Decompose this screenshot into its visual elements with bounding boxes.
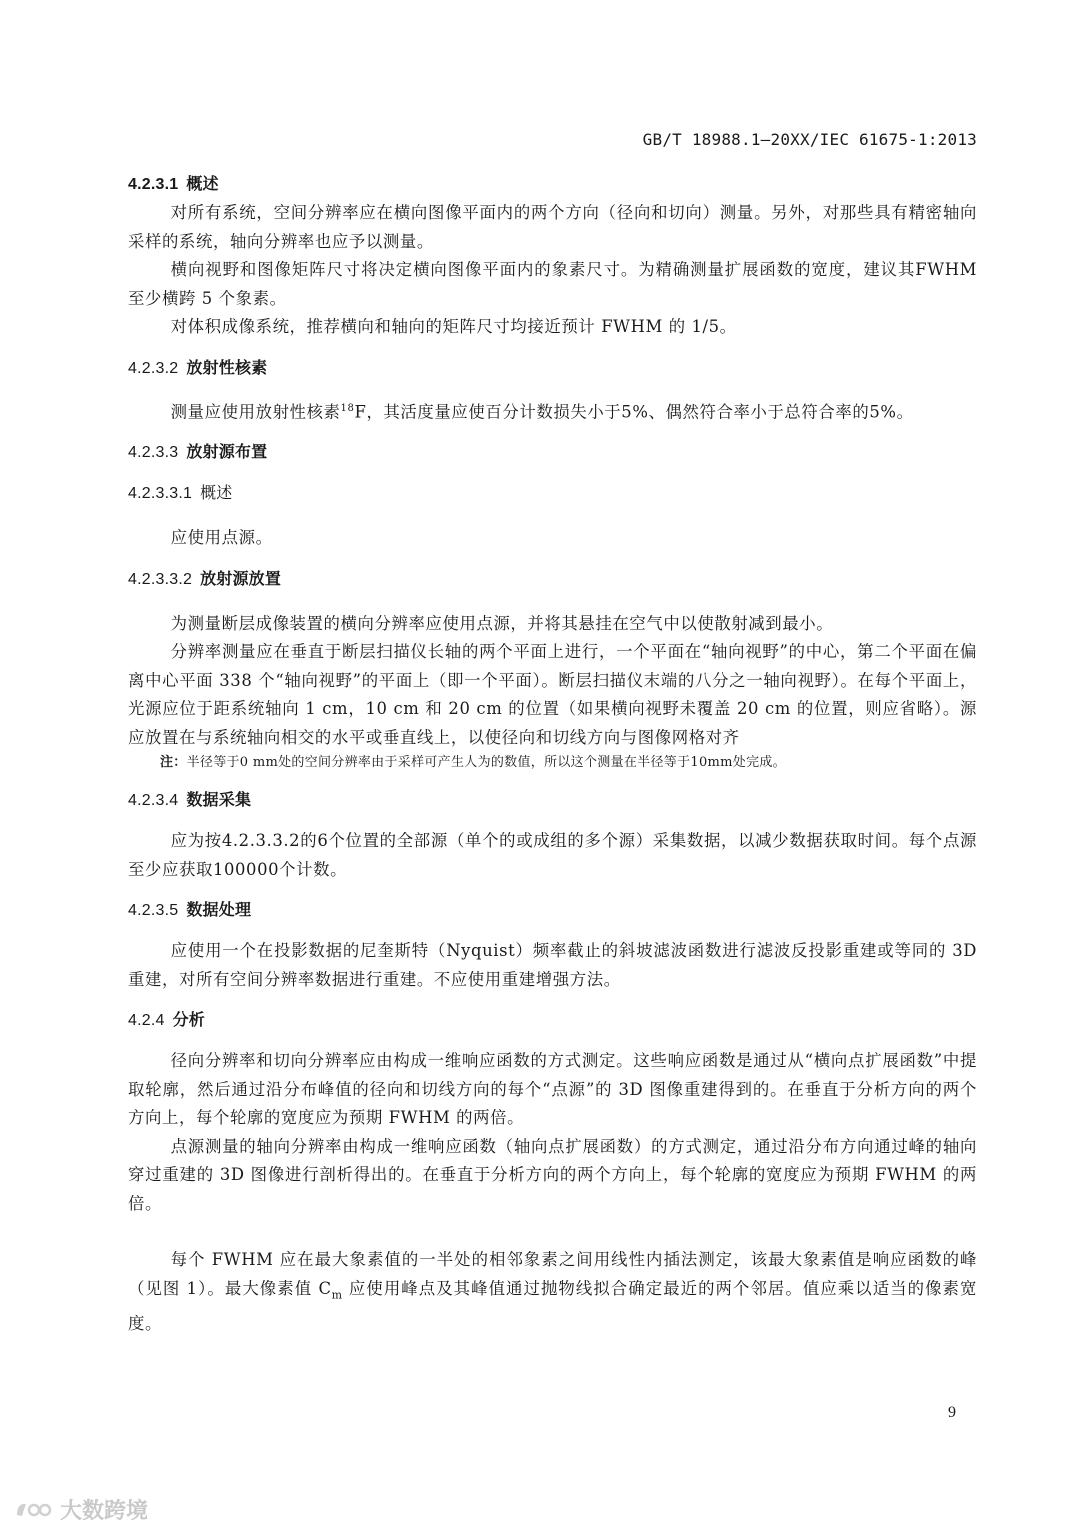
paragraph: 横向视野和图像矩阵尺寸将决定横向图像平面内的象素尺寸。为精确测量扩展函数的宽度，建议其FWHM 至少横跨 5 个象素。	[128, 260, 977, 308]
section-number: 4.2.4	[128, 1012, 165, 1030]
section-heading-4-2-3-5	[128, 896, 977, 925]
paragraph-text: 应使用峰点及其峰值通过抛物线拟合确定最近的两个邻居。值应乘以适当的像素宽度。	[128, 1278, 977, 1333]
document-body	[128, 170, 977, 1338]
section-number: 4.2.3.2	[128, 359, 179, 377]
paragraph-text: 每个 FWHM 应在最大象素值的一半处的相邻象素之间用线性内插法测定，该最大象素值是响应函数的峰（见图 1）。最大像素值 C	[128, 1250, 977, 1298]
section-number: 4.2.3.3	[128, 444, 179, 462]
brand-logo-icon	[14, 1499, 54, 1521]
section-heading-4-2-3-2	[128, 354, 977, 383]
section-title: 放射源放置	[200, 568, 282, 588]
section-number: 4.2.3.5	[128, 902, 179, 920]
paragraph: 对所有系统，空间分辨率应在横向图像平面内的两个方向（径向和切向）测量。另外，对那些具有精密轴向采样的系统，轴向分辨率也应予以测量。	[128, 203, 977, 251]
paragraph: 应为按4.2.3.3.2的6个位置的全部源（单个的或成组的多个源）采集数据，以减少数据获取时间。每个点源至少应获取100000个计数。	[128, 831, 977, 879]
section-heading-4-2-3-4	[128, 786, 977, 815]
section-number: 4.2.3.3.1	[128, 485, 193, 503]
paragraph: 应使用一个在投影数据的尼奎斯特（Nyquist）频率截止的斜坡滤波函数进行滤波反投影重建或等同的 3D 重建，对所有空间分辨率数据进行重建。不应使用重建增强方法。	[128, 941, 977, 989]
section-title: 数据采集	[186, 790, 252, 810]
section-title: 分析	[172, 1010, 205, 1030]
section-heading-4-2-3-3	[128, 438, 977, 467]
section-number: 4.2.3.4	[128, 792, 179, 810]
section-title: 数据处理	[186, 900, 252, 920]
section-title: 放射源布置	[186, 442, 268, 462]
section-heading-4-2-3-3-2	[128, 565, 977, 594]
note	[160, 752, 977, 774]
paragraph: 分辨率测量应在垂直于断层扫描仪长轴的两个平面上进行，一个平面在“轴向视野”的中心，第二个平面在偏离中心平面 338 个“轴向视野”的平面上（即一个平面）。断层扫描仪末端的八分之一轴向视野）。在每个平面上，光源应位于距系统轴向 1 cm，10 cm 和 20 cm 的位置（如果横向视野未覆盖 20 cm 的位置，则应省略）。源应放置在与系统轴向相交的水平或垂直线上，以使径向和切线方向与图像网格对齐	[128, 642, 977, 747]
section-number: 4.2.3.3.2	[128, 570, 193, 588]
note-text: 半径等于0 mm处的空间分辨率由于采样可产生人为的数值，所以这个测量在半径等于10mm处完成。	[186, 755, 786, 771]
note-label: 注：	[160, 755, 187, 771]
paragraph: 对体积成像系统，推荐横向和轴向的矩阵尺寸均接近预计 FWHM 的 1/5。	[170, 317, 737, 336]
section-number: 4.2.3.1	[128, 176, 179, 193]
paragraph-text: F，其活度量应使百分计数损失小于5%、偶然符合率小于总符合率的5%。	[354, 401, 914, 421]
section-heading-4-2-3-3-1	[128, 479, 977, 508]
section-title: 概述	[200, 483, 233, 503]
paragraph: 为测量断层成像装置的横向分辨率应使用点源，并将其悬挂在空气中以使散射减到最小。	[170, 613, 834, 633]
superscript: 18	[340, 402, 355, 414]
paragraph: 径向分辨率和切向分辨率应由构成一维响应函数的方式测定。这些响应函数是通过从“横向点扩展函数”中提取轮廓，然后通过沿分布峰值的径向和切线方向的每个“点源”的 3D 图像重建得到的。在垂直于分析方向的两个方向上，每个轮廓的宽度应为预期 FWHM 的两倍。	[128, 1051, 977, 1128]
watermark-text: 大数跨境	[60, 1499, 149, 1524]
watermark	[14, 1494, 148, 1525]
paragraph: 应使用点源。	[170, 528, 273, 548]
paragraph-text: 测量应使用放射性核素	[170, 401, 341, 421]
subscript: m	[331, 1288, 343, 1302]
paragraph	[128, 395, 977, 427]
paragraph	[128, 1246, 977, 1338]
section-title: 概述	[186, 174, 219, 193]
section-title: 放射性核素	[186, 357, 268, 377]
section-heading-4-2-4	[128, 1006, 977, 1035]
paragraph: 点源测量的轴向分辨率由构成一维响应函数（轴向点扩展函数）的方式测定，通过沿分布方向通过峰的轴向穿过重建的 3D 图像进行剖析得出的。在垂直于分析方向的两个方向上，每个轮廓的宽度应为预期 FWHM 的两倍。	[128, 1136, 977, 1213]
standard-number-header: GB/T 18988.1—20XX/IEC 61675-1:2013	[642, 130, 977, 149]
section-heading-4-2-3-1	[128, 170, 977, 199]
page-number: 9	[948, 1404, 956, 1421]
